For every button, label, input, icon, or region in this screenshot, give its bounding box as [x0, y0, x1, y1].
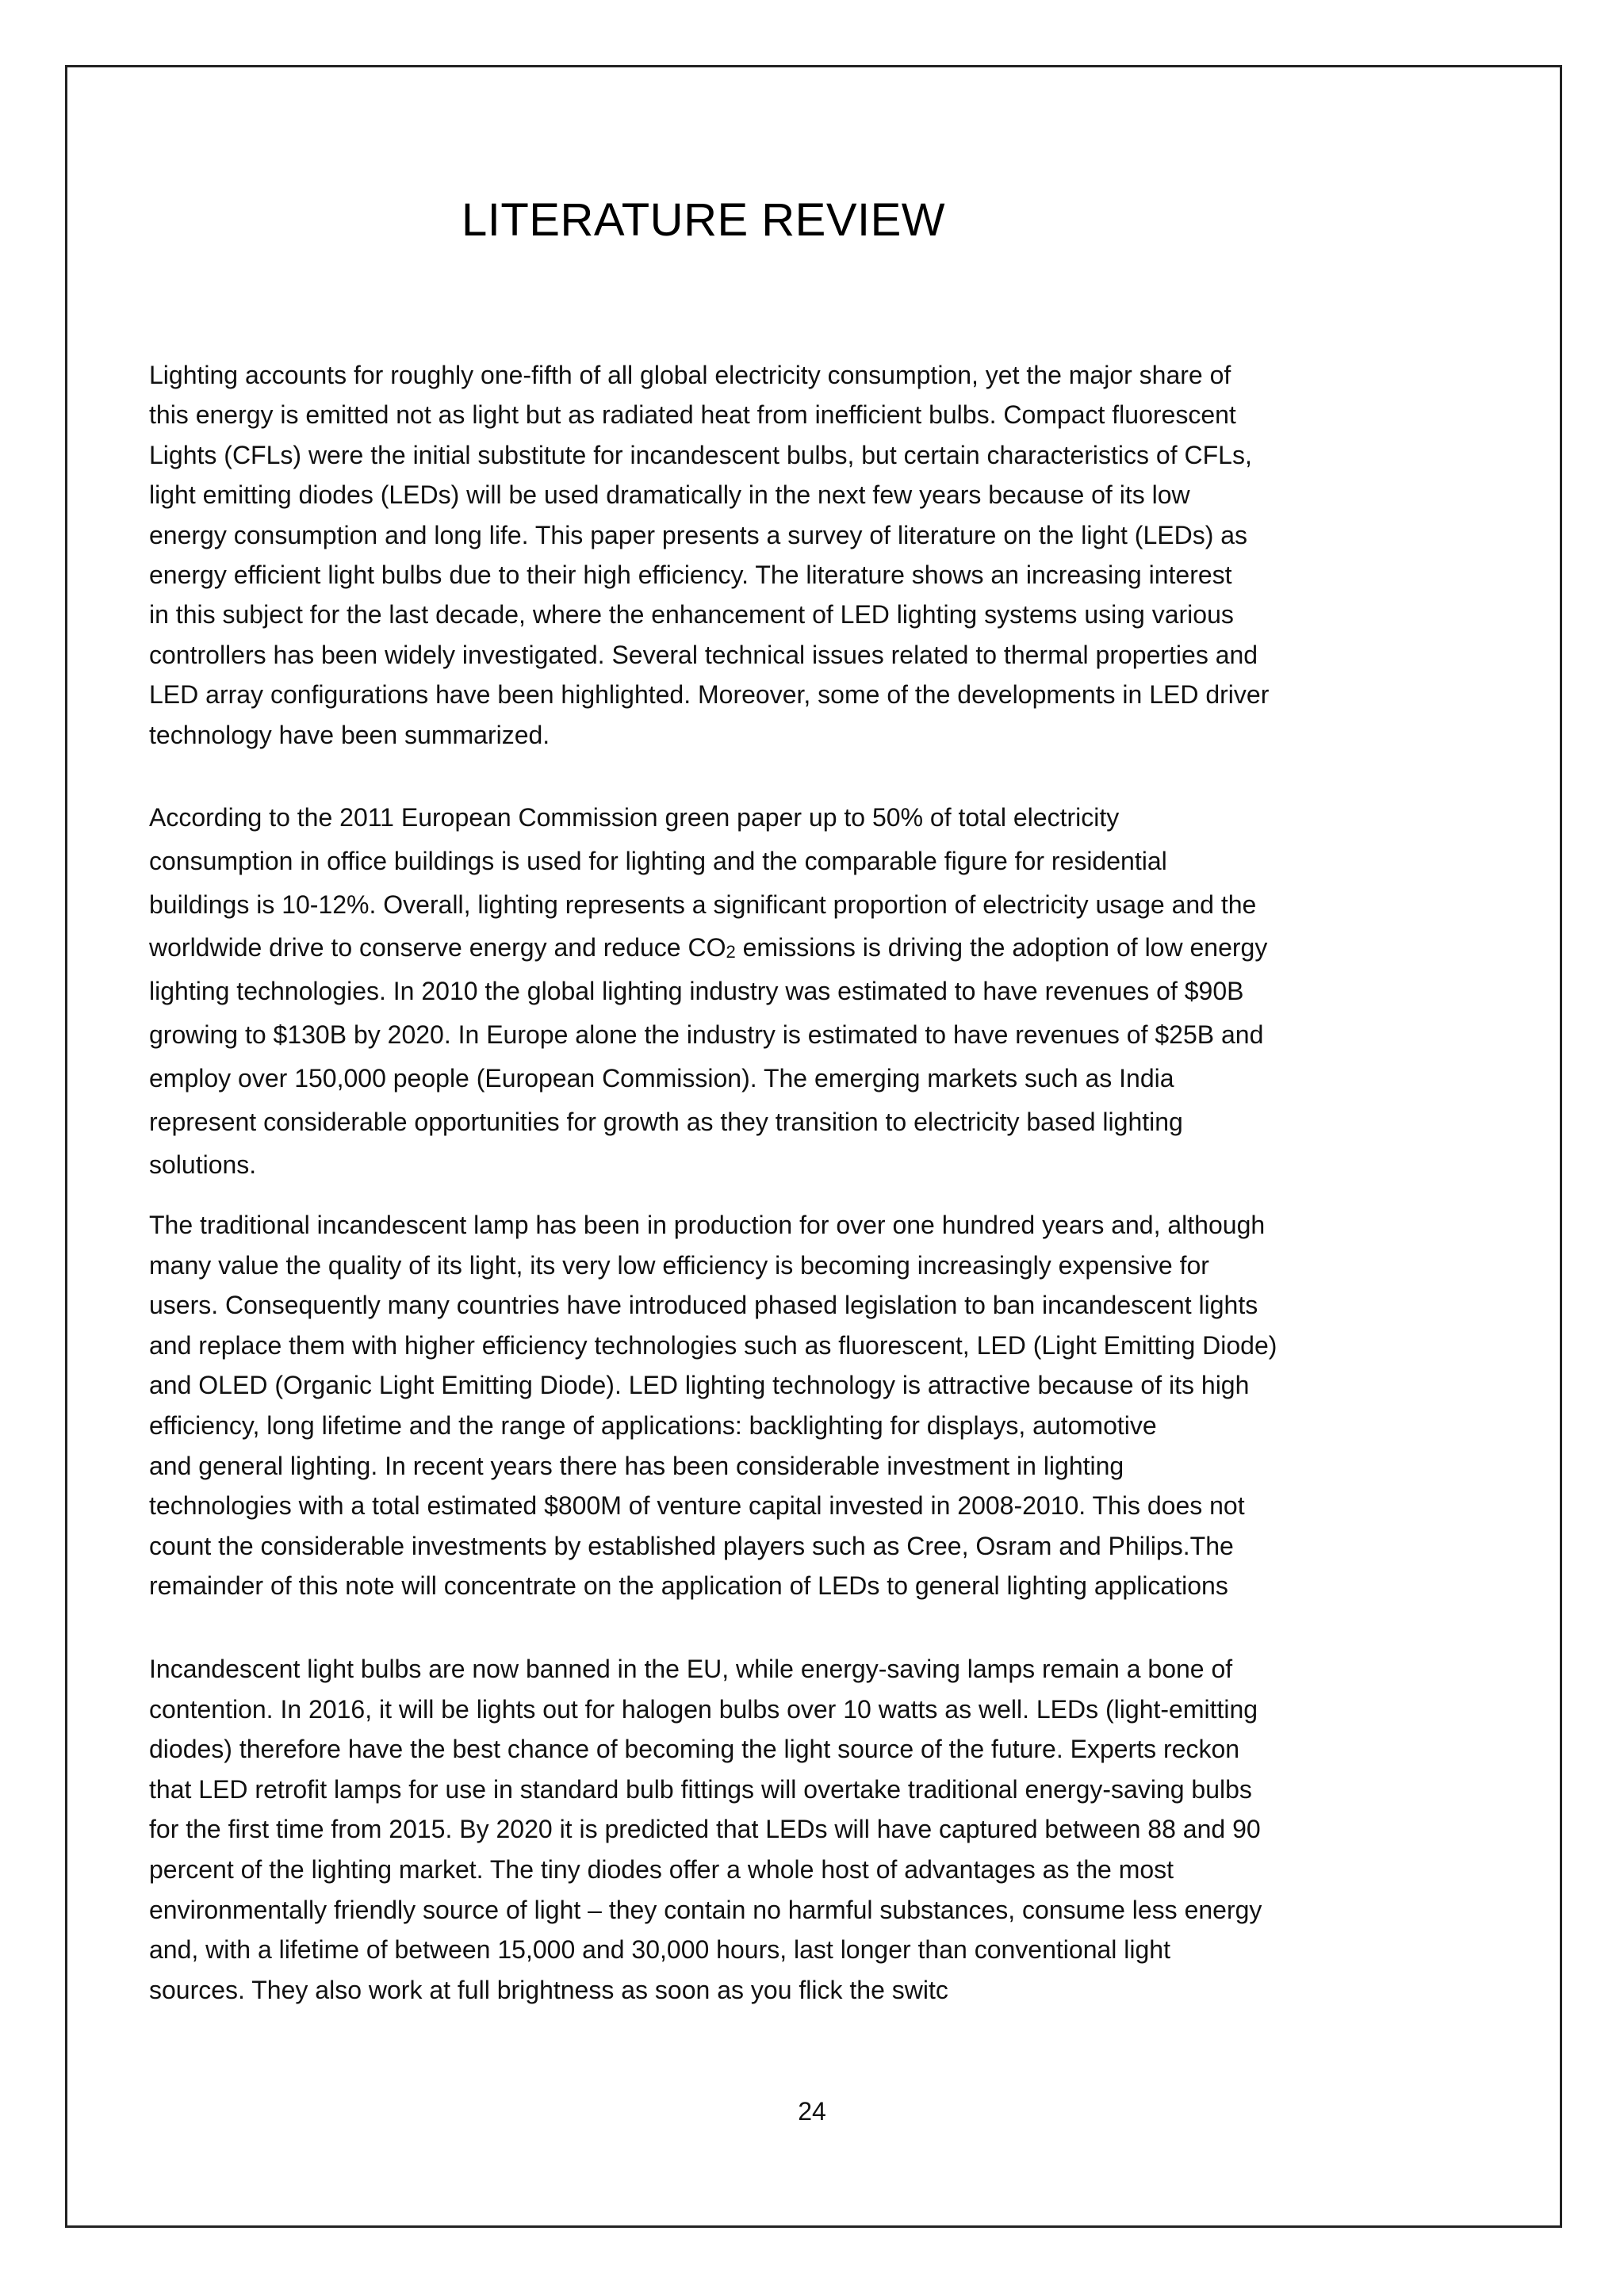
paragraph-3 [149, 1205, 1497, 1606]
text-line: The traditional incandescent lamp has been in production for over one hundred years and, although [149, 1211, 1266, 1239]
co2-line-before: worldwide drive to conserve energy and reduce CO [149, 933, 726, 962]
text-line: efficiency, long lifetime and the range of applications: backlighting for displays, automotive [149, 1410, 1157, 1440]
text-line: technology have been summarized. [149, 720, 550, 749]
page-number: 24 [798, 2097, 826, 2126]
text-line: LED array configurations have been highlighted. Moreover, some of the developments in LED driver [149, 680, 1270, 710]
text-line: growing to $130B by 2020. In Europe alone the industry is estimated to have revenues of $25B and [149, 1020, 1264, 1049]
paragraph-1 [149, 355, 1497, 755]
text-line: technologies with a total estimated $800M of venture capital invested in 2008-2010. This does not [149, 1491, 1245, 1521]
text-line: According to the 2011 European Commission green paper up to 50% of total electricity [149, 803, 1120, 832]
text-line: many value the quality of its light, its very low efficiency is becoming increasingly expensive for [149, 1250, 1209, 1280]
text-line: remainder of this note will concentrate on the application of LEDs to general lighting applications [149, 1571, 1228, 1601]
text-line: controllers has been widely investigated. Several technical issues related to thermal properties and [149, 640, 1258, 669]
text-line: employ over 150,000 people (European Commission). The emerging markets such as India [149, 1063, 1174, 1093]
text-line: users. Consequently many countries have introduced phased legislation to ban incandescent lights [149, 1291, 1258, 1320]
text-line: and replace them with higher efficiency technologies such as fluorescent, LED (Light Emitting Diode) [149, 1330, 1277, 1360]
text-line: and, with a lifetime of between 15,000 and 30,000 hours, last longer than conventional light [149, 1935, 1170, 1965]
text-line: consumption in office buildings is used for lighting and the comparable figure for residential [149, 846, 1167, 875]
paragraph-4 [149, 1649, 1497, 2010]
text-line: count the considerable investments by established players such as Cree, Osram and Philips.The [149, 1531, 1234, 1560]
text-line: environmentally friendly source of light – they contain no harmful substances, consume less energy [149, 1895, 1262, 1924]
text-line: in this subject for the last decade, where the enhancement of LED lighting systems using various [149, 600, 1234, 629]
text-line: Lights (CFLs) were the initial substitute for incandescent bulbs, but certain characteristics of CFLs, [149, 440, 1252, 469]
text-line: Incandescent light bulbs are now banned in the EU, while energy-saving lamps remain a bone of [149, 1655, 1233, 1683]
paragraph-2 [149, 796, 1497, 1187]
text-line-co2 [149, 926, 1497, 970]
text-line: and OLED (Organic Light Emitting Diode). LED lighting technology is attractive because of its high [149, 1371, 1250, 1400]
text-line: lighting technologies. In 2010 the global lighting industry was estimated to have revenues of $90B [149, 977, 1244, 1006]
text-line: for the first time from 2015. By 2020 it is predicted that LEDs will have captured between 88 and 90 [149, 1815, 1261, 1844]
text-line: sources. They also work at full brightness as soon as you flick the switc [149, 1975, 948, 2004]
text-line: percent of the lighting market. The tiny diodes offer a whole host of advantages as the most [149, 1854, 1174, 1884]
text-line: that LED retrofit lamps for use in standard bulb fittings will overtake traditional energy-saving bulbs [149, 1774, 1252, 1804]
text-line: Lighting accounts for roughly one-fifth of all global electricity consumption, yet the major share of [149, 361, 1231, 389]
text-line: and general lighting. In recent years there has been considerable investment in lighting [149, 1451, 1124, 1480]
co2-subscript: 2 [726, 942, 736, 962]
text-line: diodes) therefore have the best chance of becoming the light source of the future. Experts reckon [149, 1735, 1240, 1764]
co2-line-after: emissions is driving the adoption of low energy [735, 933, 1268, 962]
text-line: represent considerable opportunities for growth as they transition to electricity based lighting [149, 1107, 1183, 1136]
text-line: energy consumption and long life. This paper presents a survey of literature on the light (LEDs) as [149, 520, 1248, 549]
text-line: energy efficient light bulbs due to their high efficiency. The literature shows an increasing interest [149, 561, 1232, 590]
text-line: this energy is emitted not as light but as radiated heat from inefficient bulbs. Compact fluorescent [149, 400, 1236, 430]
text-line: light emitting diodes (LEDs) will be used dramatically in the next few years because of its low [149, 480, 1190, 510]
page-title: LITERATURE REVIEW [462, 194, 946, 246]
text-line: solutions. [149, 1150, 257, 1180]
text-line: buildings is 10-12%. Overall, lighting represents a significant proportion of electricity usage and the [149, 890, 1257, 919]
text-line: contention. In 2016, it will be lights out for halogen bulbs over 10 watts as well. LEDs (light-emitting [149, 1694, 1258, 1724]
